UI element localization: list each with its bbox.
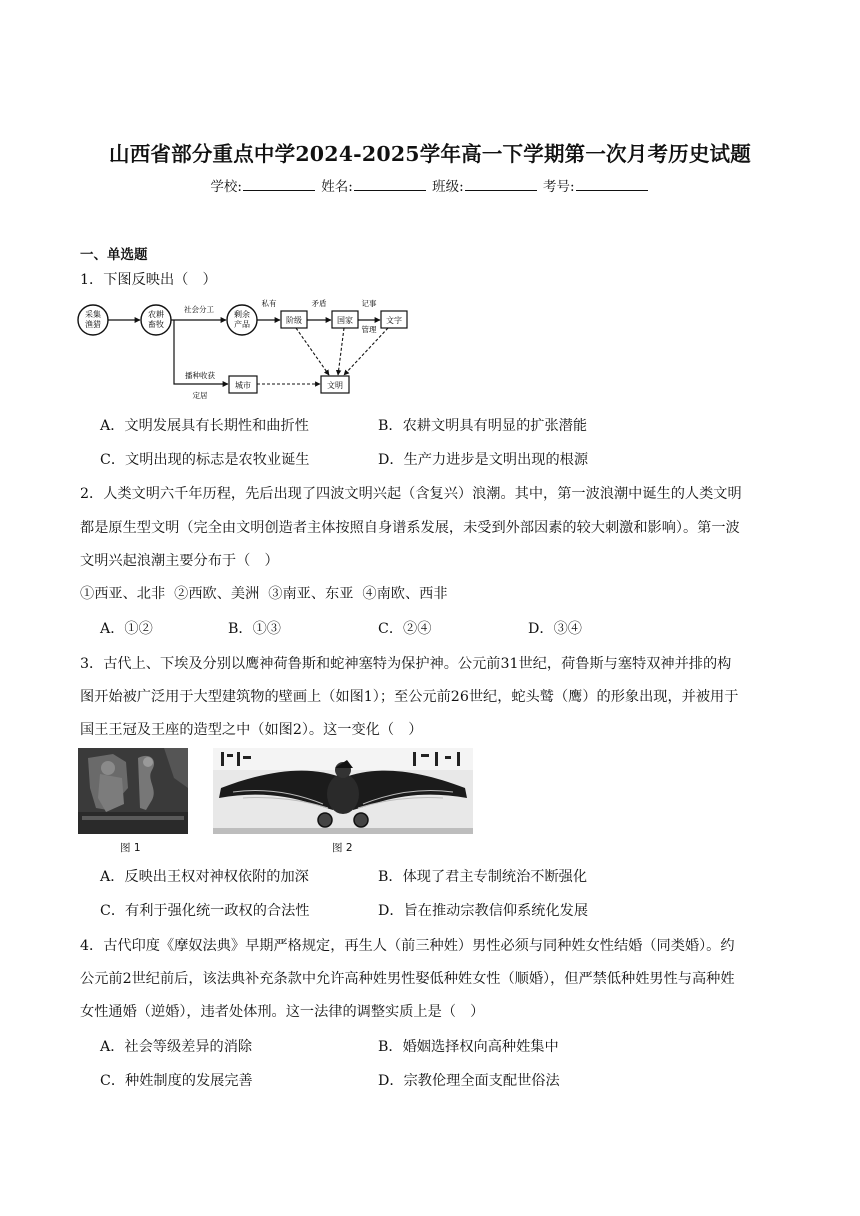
class-label: 班级: [432,179,464,195]
q3-option-c[interactable]: C．有利于强化统一政权的合法性 [100,903,310,919]
edge-harvest-label: 播种收获 [185,371,215,380]
node-farming-label: 农耕 [148,310,164,319]
exam-no-blank[interactable] [576,178,648,191]
q4-line-3: 女性通婚（逆婚），违者处体刑。这一法律的调整实质上是（ ） [80,1004,485,1020]
figure-2-caption: 图 2 [332,842,353,854]
node-gathering-label: 采集 [85,310,101,319]
q2-line-1: 2．人类文明六千年历程，先后出现了四波文明兴起（含复兴）浪潮。其中，第一波浪潮中诞生的人类文明 [80,486,742,502]
q1-stem: 1．下图反映出（ ） [80,272,217,288]
edge-record-label: 记事 [361,299,377,308]
q2-option-d[interactable]: D．③④ [528,621,582,637]
q4-option-a[interactable]: A．社会等级差异的消除 [100,1039,253,1055]
section-heading: 一、单选题 [80,247,148,263]
node-surplus-label2: 产品 [234,320,250,329]
q3-line-3: 国王王冠及王座的造型之中（如图2）。这一变化（ ） [80,722,423,738]
q4-option-c[interactable]: C．种姓制度的发展完善 [100,1073,253,1089]
civilization-flow-diagram [76,292,421,402]
edge-division-label: 社会分工 [184,305,214,314]
page-title: 山西省部分重点中学2024-2025学年高一下学期第一次月考历史试题 [109,142,751,166]
name-label: 姓名: [321,179,353,195]
q1-option-a[interactable]: A．文明发展具有长期性和曲折性 [100,418,309,434]
node-class-label: 阶级 [286,316,302,325]
q1-option-c[interactable]: C．文明出现的标志是农牧业诞生 [100,452,310,468]
q1-option-d[interactable]: D．生产力进步是文明出现的根源 [378,452,589,468]
edge-conflict-label: 矛盾 [311,299,327,308]
exam-no-label: 考号: [543,179,575,195]
q2-line-3: 文明兴起浪潮主要分布于（ ） [80,553,279,569]
school-blank[interactable] [243,178,315,191]
q3-option-a[interactable]: A．反映出王权对神权依附的加深 [100,869,309,885]
class-blank[interactable] [465,178,537,191]
edge-manage-label: 管理 [361,325,377,334]
node-city-label: 城市 [235,381,251,390]
edge-private-label: 私有 [261,299,277,308]
figure-1-caption: 图 1 [120,842,141,854]
name-blank[interactable] [354,178,426,191]
q2-line-2: 都是原生型文明（完全由文明创造者主体按照自身谱系发展，未受到外部因素的较大刺激和影响）。第一波 [80,520,740,536]
node-gathering-label2: 渔猎 [85,320,101,329]
q1-option-b[interactable]: B．农耕文明具有明显的扩张潜能 [378,418,588,434]
q3-line-1: 3．古代上、下埃及分别以鹰神荷鲁斯和蛇神塞特为保护神。公元前31世纪，荷鲁斯与塞特双神并排的构 [80,656,732,672]
figure-1-relief-image [78,748,188,834]
q2-option-b[interactable]: B．①③ [228,621,281,637]
node-writing-label: 文字 [386,316,402,325]
q2-choices: ①西亚、北非 ②西欧、美洲 ③南亚、东亚 ④南欧、西非 [80,586,448,602]
figure-2-vulture-image [213,748,473,834]
q3-option-d[interactable]: D．旨在推动宗教信仰系统化发展 [378,903,589,919]
q2-option-c[interactable]: C．②④ [378,621,432,637]
node-state-label: 国家 [337,316,353,325]
edge-settle-label: 定居 [192,391,208,400]
school-label: 学校: [210,179,242,195]
q4-option-d[interactable]: D．宗教伦理全面支配世俗法 [378,1073,560,1089]
q4-line-2: 公元前2世纪前后，该法典补充条款中允许高种姓男性娶低种姓女性（顺婚），但严禁低种姓男性与高种姓 [80,971,735,987]
q4-option-b[interactable]: B．婚姻选择权向高种姓集中 [378,1039,559,1055]
student-info-line [0,175,860,195]
node-farming-label2: 畜牧 [148,320,164,329]
q3-option-b[interactable]: B．体现了君主专制统治不断强化 [378,869,588,885]
q3-line-2: 图开始被广泛用于大型建筑物的壁画上（如图1）；至公元前26世纪，蛇头鹫（鹰）的形象出现，并被用于 [80,689,739,705]
q2-option-a[interactable]: A．①② [100,621,153,637]
node-surplus-label: 剩余 [234,310,250,319]
q4-line-1: 4．古代印度《摩奴法典》早期严格规定，再生人（前三种姓）男性必须与同种姓女性结婚（同类婚）。约 [80,938,735,954]
node-civilization-label: 文明 [327,381,343,390]
